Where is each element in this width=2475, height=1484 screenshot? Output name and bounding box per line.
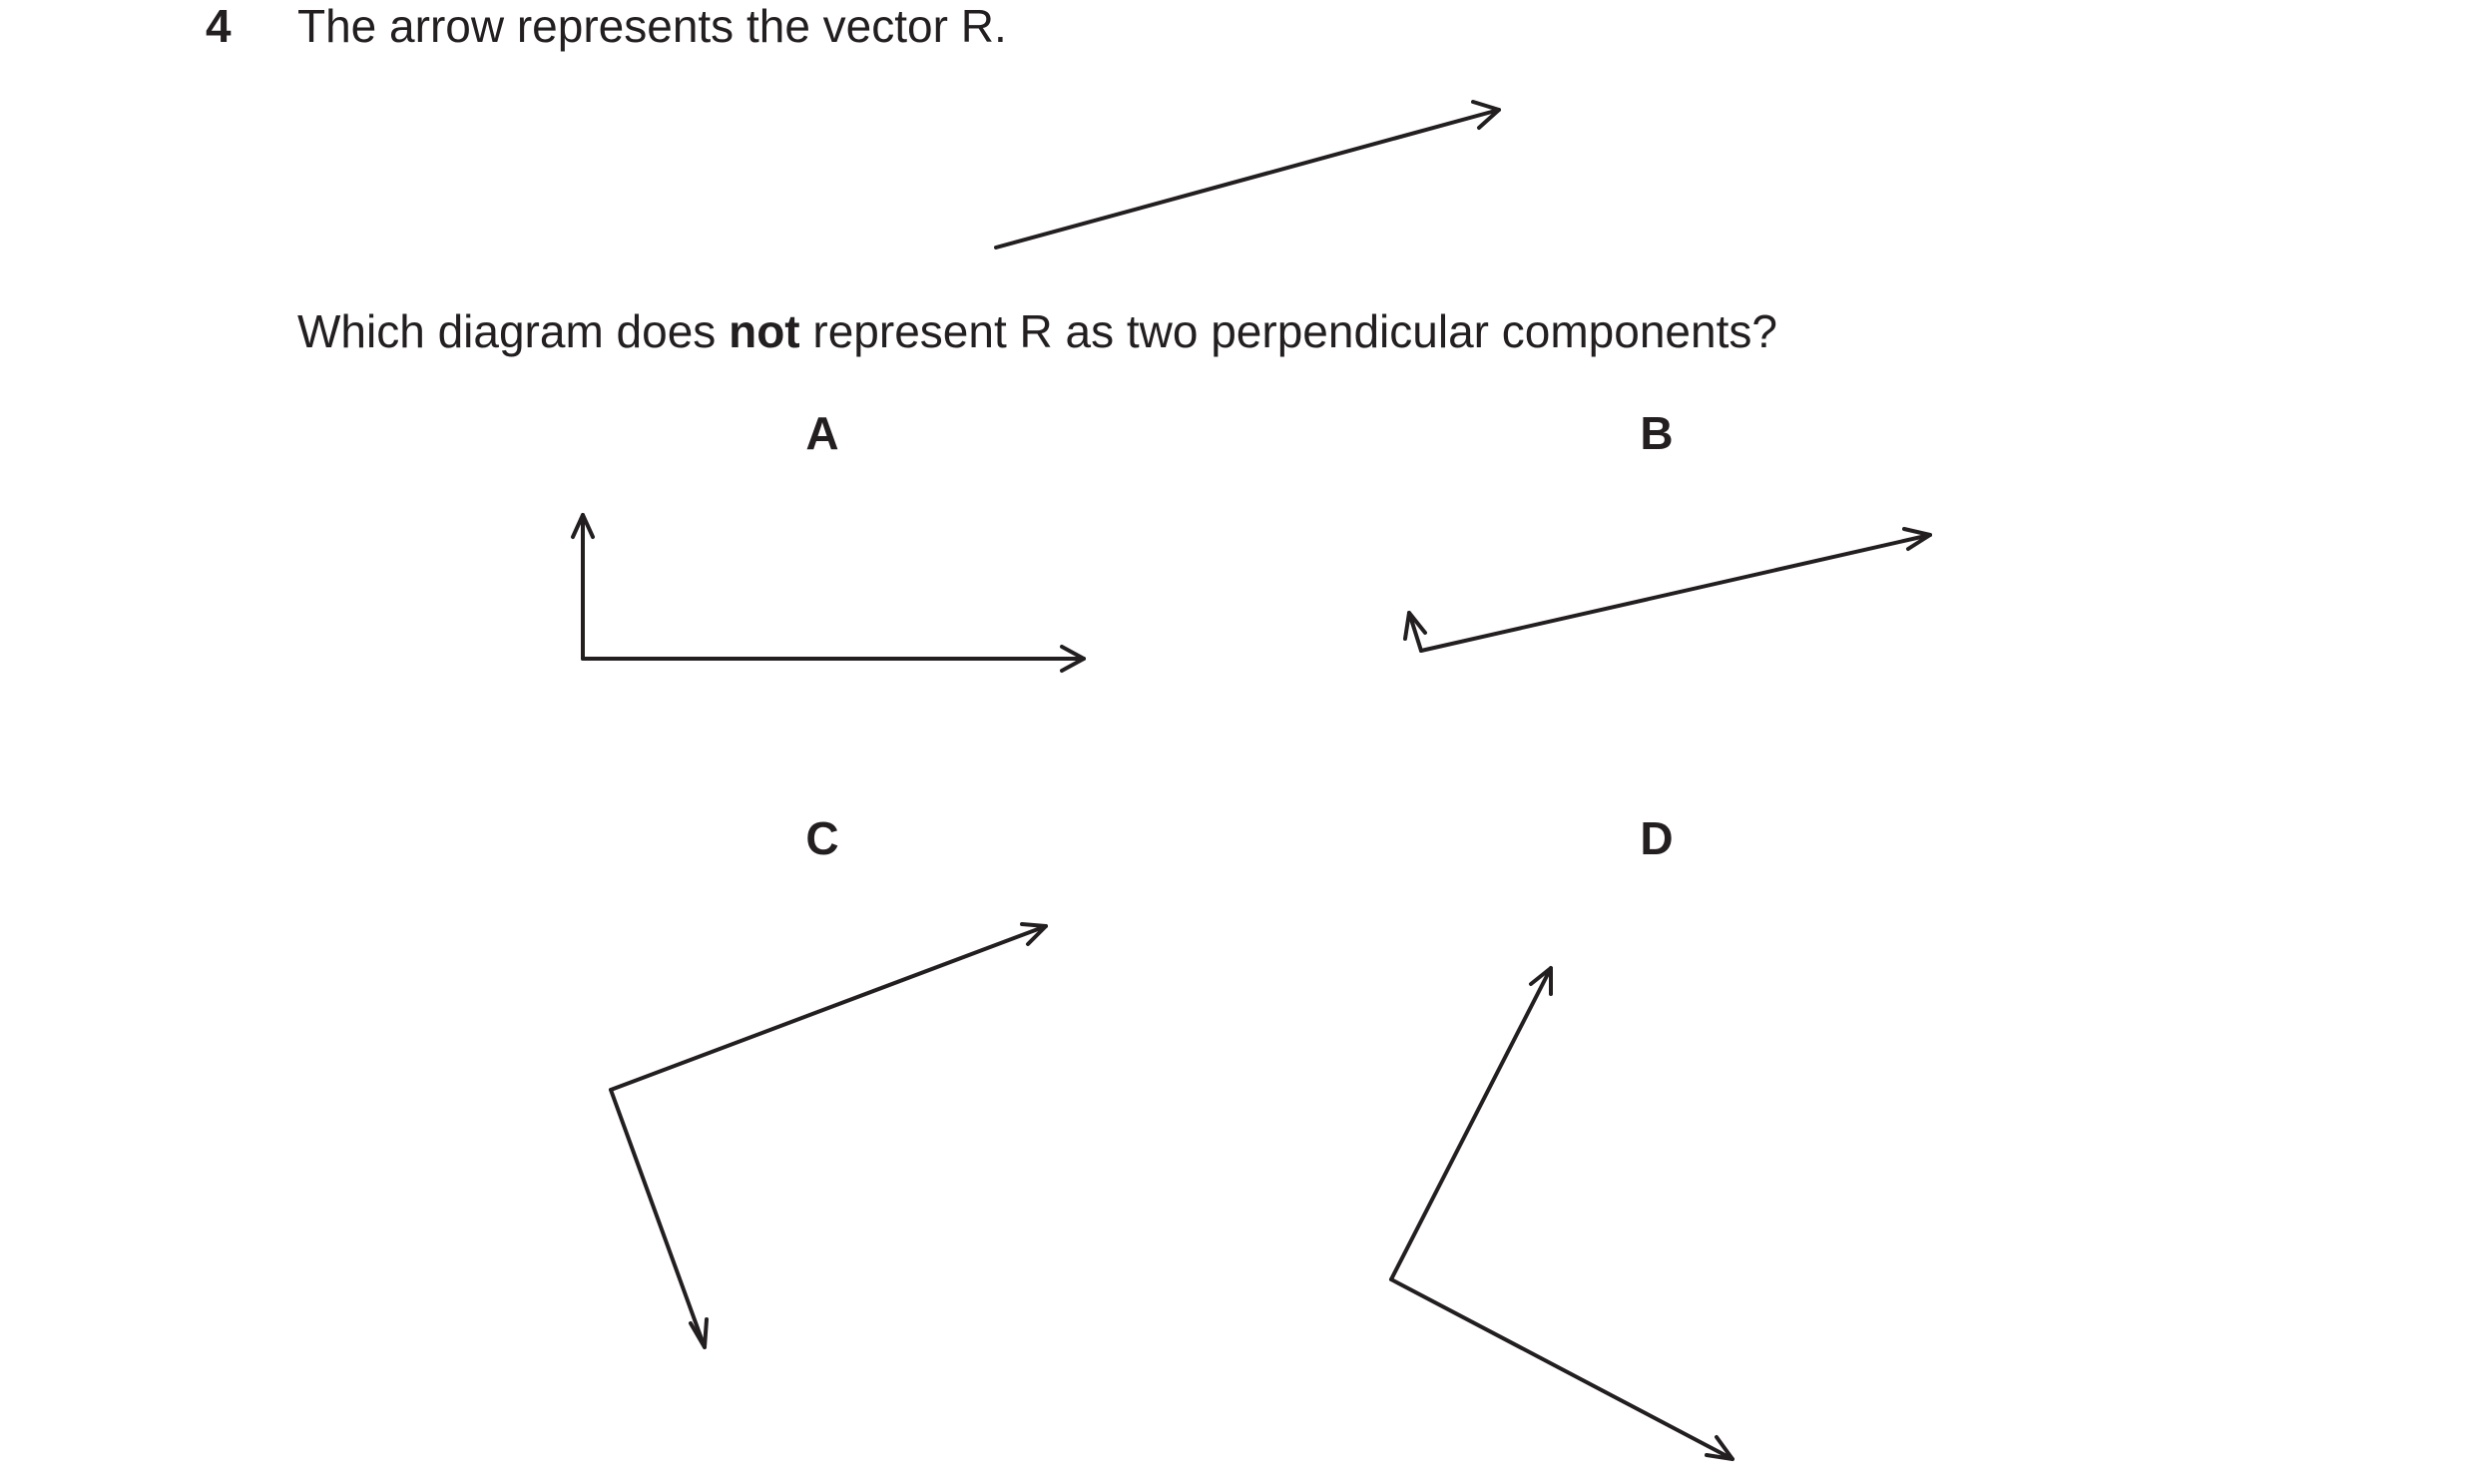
option-label-c: C (805, 812, 839, 864)
diagram-b-short-component-arrow (1405, 613, 1425, 651)
prompt-text-after: represent R as two perpendicular components? (799, 305, 1777, 357)
diagram-d (1391, 968, 1732, 1459)
diagram-d-lower-component-arrow (1391, 1279, 1732, 1459)
diagram-d-upper-component-arrow (1391, 968, 1551, 1279)
diagram-a (573, 515, 1084, 671)
question-stem: The arrow represents the vector R. (297, 0, 1007, 52)
vector-r-arrow (996, 102, 1499, 247)
option-label-d: D (1640, 812, 1674, 864)
diagram-a-horizontal-component-arrow (583, 647, 1084, 671)
diagram-a-vertical-component-arrow (573, 515, 593, 659)
diagram-c-lower-component-arrow (611, 1090, 707, 1347)
option-label-a: A (805, 407, 839, 459)
diagram-b-long-component-arrow (1421, 529, 1930, 651)
prompt-emphasis: not (729, 305, 800, 357)
prompt-text-before: Which diagram does (297, 305, 730, 357)
diagram-c-upper-component-arrow (611, 924, 1046, 1090)
diagram-c (611, 924, 1046, 1347)
question-number: 4 (206, 0, 232, 52)
diagram-b (1405, 529, 1930, 651)
option-label-b: B (1640, 407, 1674, 459)
